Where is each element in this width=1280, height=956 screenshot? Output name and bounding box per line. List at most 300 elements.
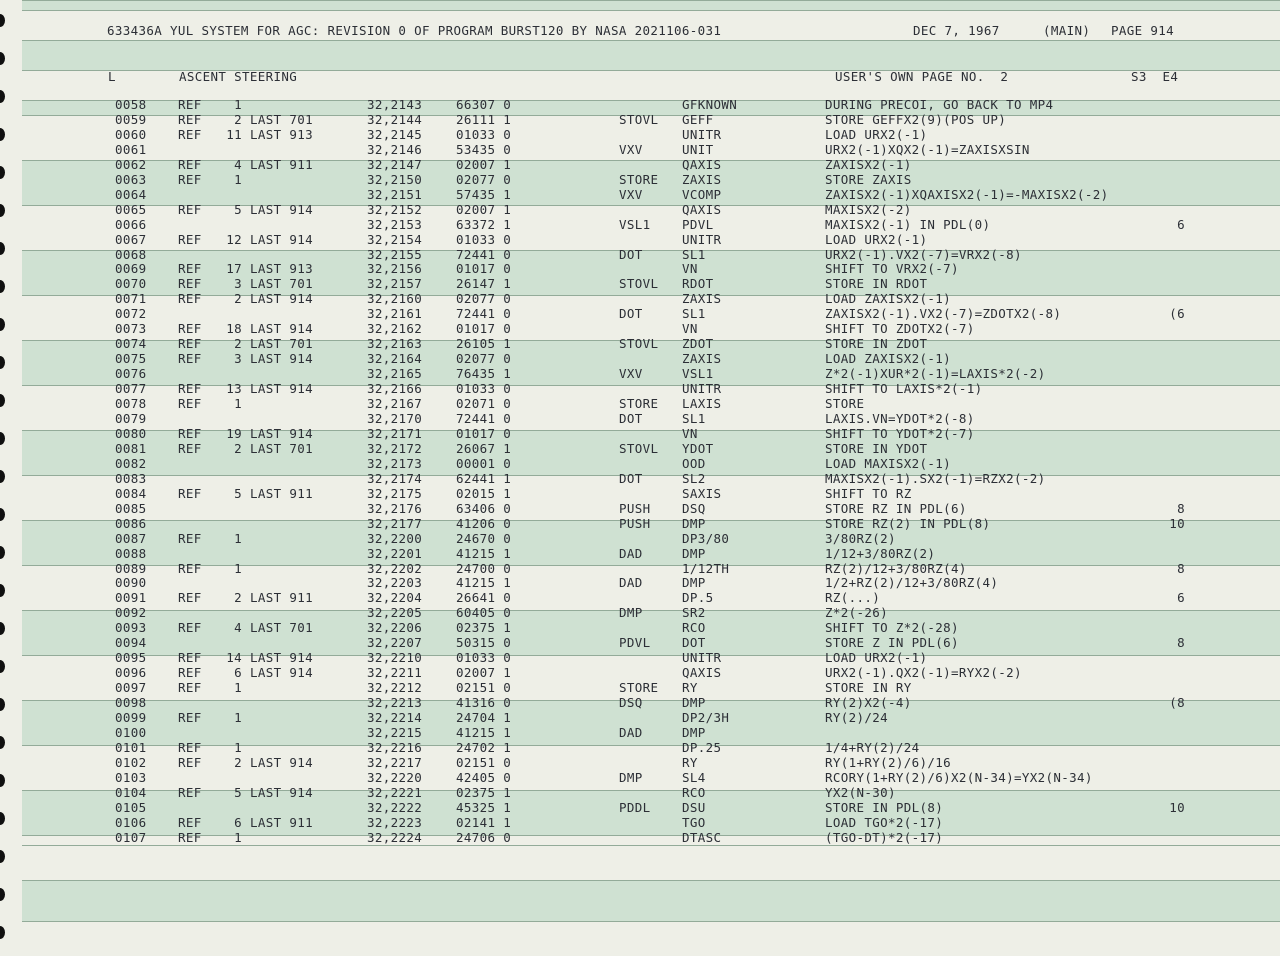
comment: URX2(-1)XQX2(-1)=ZAXISXSIN xyxy=(825,141,1030,157)
ref-tag: REF xyxy=(178,709,202,725)
operand: ZDOT xyxy=(682,336,714,352)
rule-line xyxy=(22,835,1280,836)
octal-word: 72441 0 xyxy=(456,246,512,262)
comment: LOAD URX2(-1) xyxy=(825,231,928,247)
card-number: 0073 xyxy=(115,321,147,337)
rule-line xyxy=(22,295,1280,296)
last-ref: LAST 911 xyxy=(250,485,314,501)
address: 32,2210 xyxy=(367,650,423,666)
comment: SHIFT TO RZ xyxy=(825,485,912,501)
rule-line xyxy=(22,250,1280,251)
ref-tag: REF xyxy=(178,560,202,576)
operand: SL1 xyxy=(682,246,706,262)
address: 32,2174 xyxy=(367,470,423,486)
operand: SL2 xyxy=(682,470,706,486)
rule-line xyxy=(22,100,1280,101)
address: 32,2201 xyxy=(367,545,423,561)
address: 32,2216 xyxy=(367,739,423,755)
address: 32,2147 xyxy=(367,156,423,172)
ref-count: 2 xyxy=(234,590,242,606)
comment: LAXIS.VN=YDOT*2(-8) xyxy=(825,410,975,426)
last-ref: LAST 701 xyxy=(250,112,314,127)
rule-line xyxy=(22,205,1280,206)
operand: SL1 xyxy=(682,410,706,426)
ref-tag: REF xyxy=(178,231,202,247)
opcode: DAD xyxy=(619,724,643,740)
opcode: DOT xyxy=(619,306,643,322)
operand: VCOMP xyxy=(682,186,722,202)
operand: QAXIS xyxy=(682,156,722,172)
last-ref: LAST 701 xyxy=(250,276,314,292)
operand: DOT xyxy=(682,635,706,651)
operand: DSQ xyxy=(682,500,706,516)
operand: DP3/80 xyxy=(682,530,730,546)
ref-count: 4 xyxy=(234,156,242,172)
address: 32,2214 xyxy=(367,709,423,725)
comment: RY(1+RY(2)/6)/16 xyxy=(825,754,952,770)
octal-word: 02071 0 xyxy=(456,396,512,411)
last-ref: LAST 914 xyxy=(250,201,314,217)
push-down-level: 8 xyxy=(1177,635,1185,651)
feed-hole xyxy=(0,888,5,901)
page-number: PAGE 914 xyxy=(1111,23,1175,38)
user-page-label: USER'S OWN PAGE NO. 2 xyxy=(835,69,1009,84)
octal-word: 02375 1 xyxy=(456,784,512,800)
operand: OOD xyxy=(682,455,706,471)
operand: DP.25 xyxy=(682,739,722,755)
last-ref: LAST 913 xyxy=(250,126,314,142)
octal-word: 26641 0 xyxy=(456,590,512,606)
operand: DMP xyxy=(682,575,706,591)
address: 32,2167 xyxy=(367,396,423,411)
ref-count: 19 xyxy=(226,425,242,441)
address: 32,2165 xyxy=(367,366,423,382)
sheet-label: S3 E4 xyxy=(1131,69,1179,84)
address: 32,2156 xyxy=(367,261,423,277)
octal-word: 02077 0 xyxy=(456,291,512,307)
operand: TGO xyxy=(682,814,706,830)
last-ref: LAST 914 xyxy=(250,650,314,666)
feed-hole xyxy=(0,812,5,825)
comment: STORE GEFFX2(9)(POS UP) xyxy=(825,112,1007,127)
rule-line xyxy=(22,700,1280,701)
green-band xyxy=(22,880,1280,921)
octal-word: 01033 0 xyxy=(456,650,512,666)
ref-tag: REF xyxy=(178,425,202,441)
octal-word: 41316 0 xyxy=(456,695,512,710)
feed-hole xyxy=(0,622,5,635)
comment: MAXISX2(-1).SX2(-1)=RZX2(-2) xyxy=(825,470,1046,486)
ref-count: 17 xyxy=(226,261,242,277)
operand: RY xyxy=(682,680,698,695)
octal-word: 24704 1 xyxy=(456,709,512,725)
ref-tag: REF xyxy=(178,381,202,397)
card-number: 0084 xyxy=(115,485,147,501)
ref-count: 6 xyxy=(234,814,242,830)
comment: SHIFT TO Z*2(-28) xyxy=(825,620,959,636)
address: 32,2171 xyxy=(367,425,423,441)
card-number: 0095 xyxy=(115,650,147,666)
comment: URX2(-1).QX2(-1)=RYX2(-2) xyxy=(825,665,1022,681)
last-ref: LAST 914 xyxy=(250,351,314,367)
comment: LOAD URX2(-1) xyxy=(825,650,928,666)
address: 32,2152 xyxy=(367,201,423,217)
last-ref: LAST 913 xyxy=(250,261,314,277)
ref-count: 2 xyxy=(234,291,242,307)
address: 32,2212 xyxy=(367,680,423,695)
rule-line xyxy=(22,655,1280,656)
opcode: STOVL xyxy=(619,112,659,127)
comment: URX2(-1).VX2(-7)=VRX2(-8) xyxy=(825,246,1022,262)
last-ref: LAST 701 xyxy=(250,620,314,636)
ref-count: 2 xyxy=(234,112,242,127)
comment: STORE xyxy=(825,396,865,411)
feed-hole xyxy=(0,926,5,939)
rule-line xyxy=(22,520,1280,521)
octal-word: 60405 0 xyxy=(456,605,512,621)
card-number: 0093 xyxy=(115,620,147,636)
address: 32,2206 xyxy=(367,620,423,636)
ref-tag: REF xyxy=(178,754,202,770)
ref-count: 1 xyxy=(234,829,242,845)
rule-line xyxy=(22,880,1280,881)
rule-line xyxy=(22,10,1280,11)
card-number: 0072 xyxy=(115,306,147,322)
operand: GFKNOWN xyxy=(682,97,738,112)
ref-tag: REF xyxy=(178,739,202,755)
rule-line xyxy=(22,790,1280,791)
ref-tag: REF xyxy=(178,97,202,112)
last-ref: LAST 914 xyxy=(250,784,314,800)
ref-count: 3 xyxy=(234,276,242,292)
address: 32,2176 xyxy=(367,500,423,516)
last-ref: LAST 911 xyxy=(250,590,314,606)
feed-hole xyxy=(0,698,5,711)
card-number: 0082 xyxy=(115,455,147,471)
ref-tag: REF xyxy=(178,201,202,217)
comment: MAXISX2(-1) IN PDL(0) xyxy=(825,216,991,232)
operand: SL4 xyxy=(682,769,706,785)
rule-line xyxy=(22,40,1280,41)
address: 32,2205 xyxy=(367,605,423,621)
ref-count: 6 xyxy=(234,665,242,681)
octal-word: 01033 0 xyxy=(456,126,512,142)
last-ref: LAST 914 xyxy=(250,291,314,307)
comment: LOAD TGO*2(-17) xyxy=(825,814,944,830)
feed-hole xyxy=(0,318,5,331)
operand: UNITR xyxy=(682,650,722,666)
feed-hole xyxy=(0,850,5,863)
opcode: STORE xyxy=(619,680,659,695)
comment: 1/12+3/80RZ(2) xyxy=(825,545,936,561)
opcode: PUSH xyxy=(619,500,651,516)
address: 32,2207 xyxy=(367,635,423,651)
comment: STORE IN RY xyxy=(825,680,912,695)
ref-tag: REF xyxy=(178,276,202,292)
octal-word: 02141 1 xyxy=(456,814,512,830)
comment: MAXISX2(-2) xyxy=(825,201,912,217)
comment: STORE IN RDOT xyxy=(825,276,928,292)
opcode: DMP xyxy=(619,605,643,621)
address: 32,2221 xyxy=(367,784,423,800)
feed-hole xyxy=(0,356,5,369)
address: 32,2175 xyxy=(367,485,423,501)
operand: DSU xyxy=(682,799,706,815)
card-number: 0097 xyxy=(115,680,147,695)
feed-hole xyxy=(0,394,5,407)
card-number: 0058 xyxy=(115,97,147,112)
push-down-level: 6 xyxy=(1177,590,1185,606)
push-down-level: (6 xyxy=(1169,306,1185,322)
card-number: 0081 xyxy=(115,440,147,456)
ref-count: 2 xyxy=(234,440,242,456)
comment: (TGO-DT)*2(-17) xyxy=(825,829,944,845)
comment: SHIFT TO YDOT*2(-7) xyxy=(825,425,975,441)
ref-count: 1 xyxy=(234,739,242,755)
opcode: DAD xyxy=(619,575,643,591)
card-number: 0069 xyxy=(115,261,147,277)
card-number: 0099 xyxy=(115,709,147,725)
operand: VN xyxy=(682,321,698,337)
comment: Z*2(-1)XUR*2(-1)=LAXIS*2(-2) xyxy=(825,366,1046,382)
ref-tag: REF xyxy=(178,530,202,546)
green-band xyxy=(22,40,1280,70)
rule-line xyxy=(22,745,1280,746)
ref-count: 3 xyxy=(234,351,242,367)
card-number: 0098 xyxy=(115,695,147,710)
opcode: DSQ xyxy=(619,695,643,710)
octal-word: 01017 0 xyxy=(456,261,512,277)
opcode: STOVL xyxy=(619,336,659,352)
feed-hole xyxy=(0,546,5,559)
operand: VN xyxy=(682,425,698,441)
operand: VSL1 xyxy=(682,366,714,382)
card-number: 0064 xyxy=(115,186,147,202)
opcode: VXV xyxy=(619,186,643,202)
address: 32,2162 xyxy=(367,321,423,337)
octal-word: 02007 1 xyxy=(456,201,512,217)
octal-word: 24700 0 xyxy=(456,560,512,576)
rule-line xyxy=(22,160,1280,161)
ref-count: 1 xyxy=(234,560,242,576)
comment: SHIFT TO LAXIS*2(-1) xyxy=(825,381,983,397)
push-down-level: 8 xyxy=(1177,500,1185,516)
operand: DMP xyxy=(682,724,706,740)
opcode: STOVL xyxy=(619,276,659,292)
operand: YDOT xyxy=(682,440,714,456)
feed-hole xyxy=(0,508,5,521)
address: 32,2213 xyxy=(367,695,423,710)
card-number: 0101 xyxy=(115,739,147,755)
card-number: 0080 xyxy=(115,425,147,441)
octal-word: 01033 0 xyxy=(456,231,512,247)
address: 32,2154 xyxy=(367,231,423,247)
octal-word: 63372 1 xyxy=(456,216,512,232)
card-number: 0102 xyxy=(115,754,147,770)
card-number: 0078 xyxy=(115,396,147,411)
card-number: 0083 xyxy=(115,470,147,486)
operand: QAXIS xyxy=(682,201,722,217)
card-number: 0076 xyxy=(115,366,147,382)
opcode: STOVL xyxy=(619,440,659,456)
address: 32,2157 xyxy=(367,276,423,292)
feed-hole xyxy=(0,584,5,597)
ref-tag: REF xyxy=(178,620,202,636)
address: 32,2146 xyxy=(367,141,423,157)
address: 32,2144 xyxy=(367,112,423,127)
address: 32,2220 xyxy=(367,769,423,785)
card-number: 0104 xyxy=(115,784,147,800)
ref-tag: REF xyxy=(178,680,202,695)
opcode: DOT xyxy=(619,246,643,262)
operand: LAXIS xyxy=(682,396,722,411)
ref-count: 1 xyxy=(234,709,242,725)
ref-tag: REF xyxy=(178,336,202,352)
operand: PDVL xyxy=(682,216,714,232)
rule-line xyxy=(22,921,1280,922)
address: 32,2203 xyxy=(367,575,423,591)
ref-count: 5 xyxy=(234,485,242,501)
operand: DMP xyxy=(682,695,706,710)
card-number: 0105 xyxy=(115,799,147,815)
last-ref: LAST 701 xyxy=(250,336,314,352)
ref-tag: REF xyxy=(178,665,202,681)
operand: UNITR xyxy=(682,231,722,247)
card-number: 0090 xyxy=(115,575,147,591)
comment: RY(2)/24 xyxy=(825,709,889,725)
address: 32,2204 xyxy=(367,590,423,606)
card-number: 0059 xyxy=(115,112,147,127)
octal-word: 02007 1 xyxy=(456,156,512,172)
card-number: 0066 xyxy=(115,216,147,232)
comment: RZ(...) xyxy=(825,590,881,606)
octal-word: 26147 1 xyxy=(456,276,512,292)
comment: DURING PRECOI, GO BACK TO MP4 xyxy=(825,97,1054,112)
card-number: 0074 xyxy=(115,336,147,352)
ref-count: 11 xyxy=(226,126,242,142)
address: 32,2215 xyxy=(367,724,423,740)
opcode: VXV xyxy=(619,366,643,382)
opcode: DMP xyxy=(619,769,643,785)
ref-count: 1 xyxy=(234,530,242,546)
green-band xyxy=(22,0,1280,10)
ref-tag: REF xyxy=(178,814,202,830)
address: 32,2223 xyxy=(367,814,423,830)
comment: RY(2)X2(-4) xyxy=(825,695,912,710)
comment: 3/80RZ(2) xyxy=(825,530,896,546)
comment: SHIFT TO ZDOTX2(-7) xyxy=(825,321,975,337)
comment: STORE IN PDL(8) xyxy=(825,799,944,815)
address: 32,2163 xyxy=(367,336,423,352)
ref-tag: REF xyxy=(178,351,202,367)
operand: DTASC xyxy=(682,829,722,845)
card-number: 0103 xyxy=(115,769,147,785)
comment: STORE IN ZDOT xyxy=(825,336,928,352)
address: 32,2202 xyxy=(367,560,423,576)
feed-hole xyxy=(0,14,5,27)
comment: STORE IN YDOT xyxy=(825,440,928,456)
ref-tag: REF xyxy=(178,590,202,606)
ref-count: 13 xyxy=(226,381,242,397)
ref-count: 2 xyxy=(234,336,242,352)
card-number: 0067 xyxy=(115,231,147,247)
green-band xyxy=(22,790,1280,835)
routine-title: ASCENT STEERING xyxy=(179,69,298,84)
operand: RCO xyxy=(682,620,706,636)
card-number: 0065 xyxy=(115,201,147,217)
opcode: PUSH xyxy=(619,515,651,531)
rule-line xyxy=(22,475,1280,476)
ref-count: 14 xyxy=(226,650,242,666)
ref-tag: REF xyxy=(178,829,202,845)
card-number: 0075 xyxy=(115,351,147,367)
octal-word: 02077 0 xyxy=(456,171,512,187)
octal-word: 76435 1 xyxy=(456,366,512,382)
operand: SR2 xyxy=(682,605,706,621)
comment: ZAXISX2(-1) xyxy=(825,156,912,172)
last-ref: LAST 914 xyxy=(250,425,314,441)
comment: LOAD ZAXISX2(-1) xyxy=(825,351,952,367)
octal-word: 26111 1 xyxy=(456,112,512,127)
feed-hole xyxy=(0,432,5,445)
comment: RZ(2)/12+3/80RZ(4) xyxy=(825,560,967,576)
green-band xyxy=(22,610,1280,655)
octal-word: 02007 1 xyxy=(456,665,512,681)
octal-word: 41215 1 xyxy=(456,545,512,561)
push-down-level: 10 xyxy=(1169,515,1185,531)
card-number: 0077 xyxy=(115,381,147,397)
ref-count: 4 xyxy=(234,620,242,636)
green-band xyxy=(22,520,1280,565)
address: 32,2200 xyxy=(367,530,423,546)
opcode: DAD xyxy=(619,545,643,561)
opcode: DOT xyxy=(619,410,643,426)
octal-word: 72441 0 xyxy=(456,306,512,322)
operand: RCO xyxy=(682,784,706,800)
ref-tag: REF xyxy=(178,291,202,307)
ref-tag: REF xyxy=(178,171,202,187)
comment: ZAXISX2(-1).VX2(-7)=ZDOTX2(-8) xyxy=(825,306,1062,322)
octal-word: 01033 0 xyxy=(456,381,512,397)
listing-date: DEC 7, 1967 xyxy=(913,23,1000,38)
feed-hole xyxy=(0,166,5,179)
opcode: PDVL xyxy=(619,635,651,651)
comment: SHIFT TO VRX2(-7) xyxy=(825,261,959,277)
octal-word: 41206 0 xyxy=(456,515,512,531)
card-number: 0096 xyxy=(115,665,147,681)
card-number: 0060 xyxy=(115,126,147,142)
opcode: VSL1 xyxy=(619,216,651,232)
octal-word: 24706 0 xyxy=(456,829,512,845)
comment: LOAD URX2(-1) xyxy=(825,126,928,142)
address: 32,2217 xyxy=(367,754,423,770)
ref-count: 1 xyxy=(234,396,242,411)
listing-section: (MAIN) xyxy=(1043,23,1091,38)
operand: UNIT xyxy=(682,141,714,157)
octal-word: 45325 1 xyxy=(456,799,512,815)
push-down-level: 6 xyxy=(1177,216,1185,232)
opcode: PDDL xyxy=(619,799,651,815)
operand: DMP xyxy=(682,545,706,561)
address: 32,2177 xyxy=(367,515,423,531)
comment: 1/2+RZ(2)/12+3/80RZ(4) xyxy=(825,575,999,591)
ref-tag: REF xyxy=(178,321,202,337)
feed-hole xyxy=(0,470,5,483)
card-number: 0094 xyxy=(115,635,147,651)
comment: STORE ZAXIS xyxy=(825,171,912,187)
feed-hole xyxy=(0,204,5,217)
operand: DMP xyxy=(682,515,706,531)
